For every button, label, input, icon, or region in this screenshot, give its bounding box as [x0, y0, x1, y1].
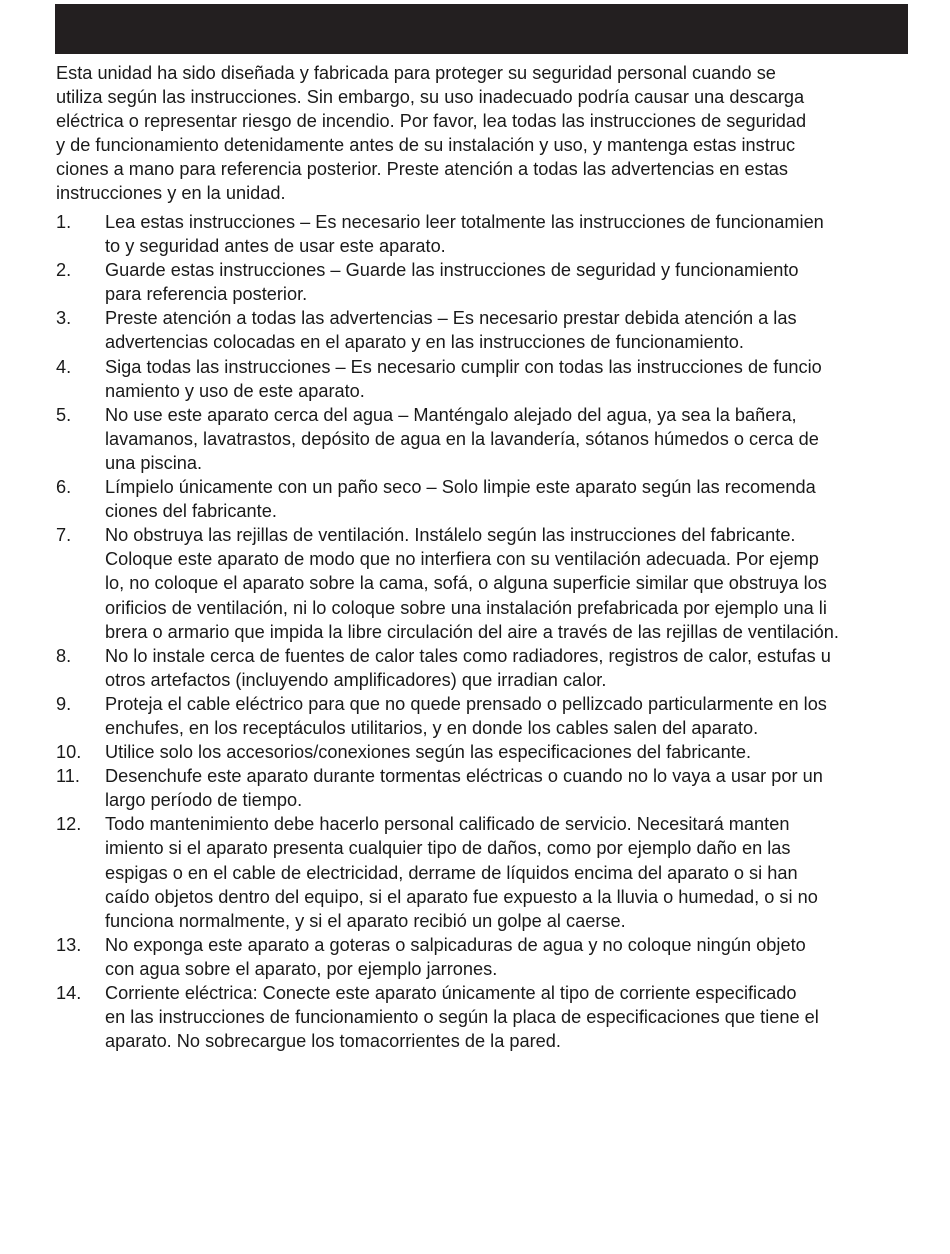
- item-number: 7.: [56, 525, 72, 546]
- item-number: 11.: [56, 766, 80, 787]
- item-text: No use este aparato cerca del agua – Manténgalo alejado del agua, ya sea la bañera, lavamanos, lavatrastos, depósito de agua en la lavandería, sótanos húmedos o cerca de una piscina.: [105, 404, 819, 473]
- list-item: [56, 644, 908, 692]
- item-text: Límpielo únicamente con un paño seco – Solo limpie este aparato según las recomenda ciones del fabricante.: [105, 477, 816, 522]
- list-item: [56, 523, 908, 643]
- item-number: 9.: [56, 693, 72, 714]
- item-text: Lea estas instrucciones – Es necesario leer totalmente las instrucciones de funcionamien to y seguridad antes de usar este aparato.: [105, 212, 824, 257]
- list-item: [56, 933, 908, 981]
- item-text: Utilice solo los accesorios/conexiones según las especificaciones del fabricante.: [105, 742, 752, 763]
- list-item: [56, 403, 908, 475]
- item-text: Guarde estas instrucciones – Guarde las instrucciones de seguridad y funcionamiento para referencia posterior.: [105, 260, 799, 305]
- item-text: No obstruya las rejillas de ventilación. Instálelo según las instrucciones del fabricante. Coloque este aparato de modo que no interfiera con su ventilación adecuada. Por ejemp lo, no coloque el aparato sobre la cama, sofá, o alguna superficie similar que obstruya los orificios de ventilación, ni lo coloque sobre una instalación prefabricada por ejemplo una li brera o armario que impida la libre circulación del aire a través de las rejillas de ventilación.: [105, 525, 839, 642]
- item-number: 4.: [56, 356, 72, 377]
- item-number: 5.: [56, 404, 72, 425]
- list-item: [56, 692, 908, 740]
- item-text: Todo mantenimiento debe hacerlo personal calificado de servicio. Necesitará manten imiento si el aparato presenta cualquier tipo de daños, como por ejemplo daño en las espigas o en el cable de electricidad, derrame de líquidos encima del aparato o si han caído objetos dentro del equipo, si el aparato fue expuesto a la lluvia o humedad, o si no funciona normalmente, y si el aparato recibió un golpe al caerse.: [105, 814, 818, 931]
- item-number: 12.: [56, 814, 82, 835]
- item-number: 1.: [56, 212, 72, 232]
- item-text: Siga todas las instrucciones – Es necesario cumplir con todas las instrucciones de funcio namiento y uso de este aparato.: [105, 356, 822, 401]
- item-number: 2.: [56, 260, 72, 281]
- header-bar: [55, 4, 908, 54]
- safety-instructions-list: [56, 210, 908, 1053]
- list-item: [56, 812, 908, 932]
- item-number: 10.: [56, 742, 82, 763]
- item-text: No exponga este aparato a goteras o salpicaduras de agua y no coloque ningún objeto con agua sobre el aparato, por ejemplo jarrones.: [105, 934, 806, 979]
- item-text: No lo instale cerca de fuentes de calor tales como radiadores, registros de calor, estufas u otros artefactos (incluyendo amplificadores) que irradian calor.: [105, 645, 831, 690]
- item-text: Proteja el cable eléctrico para que no quede prensado o pellizcado particularmente en los enchufes, en los receptáculos utilitarios, y en donde los cables salen del aparato.: [105, 693, 827, 738]
- item-number: 3.: [56, 308, 72, 329]
- intro-paragraph: Esta unidad ha sido diseñada y fabricada para proteger su seguridad personal cuando se utiliza según las instrucciones. Sin embargo, su uso inadecuado podría causar una descarga eléctrica o representar riesgo de incendio. Por favor, lea todas las instrucciones de seguridad y de funcionamiento detenidamente antes de su instalación y uso, y mantenga estas instruc ciones a mano para referencia posterior. Preste atención a todas las advertencias en estas instrucciones y en la unidad.: [56, 63, 807, 204]
- list-item: [56, 981, 908, 1053]
- list-item: [56, 210, 908, 258]
- list-item: [56, 306, 908, 354]
- item-text: Corriente eléctrica: Conecte este aparato únicamente al tipo de corriente especificado en las instrucciones de funcionamiento o según la placa de especificaciones que tiene el aparato. No sobrecargue los tomacorrientes de la pared.: [105, 983, 819, 1052]
- list-item: [56, 764, 908, 812]
- list-item: [56, 740, 908, 764]
- item-text: Desenchufe este aparato durante tormentas eléctricas o cuando no lo vaya a usar por un largo período de tiempo.: [105, 766, 823, 811]
- list-item: [56, 258, 908, 306]
- item-number: 13.: [56, 934, 82, 955]
- item-number: 6.: [56, 477, 72, 498]
- item-number: 8.: [56, 645, 72, 666]
- item-number: 14.: [56, 983, 82, 1003]
- list-item: [56, 475, 908, 523]
- item-text: Preste atención a todas las advertencias – Es necesario prestar debida atención a las advertencias colocadas en el aparato y en las instrucciones de funcionamiento.: [105, 308, 797, 353]
- list-item: [56, 355, 908, 403]
